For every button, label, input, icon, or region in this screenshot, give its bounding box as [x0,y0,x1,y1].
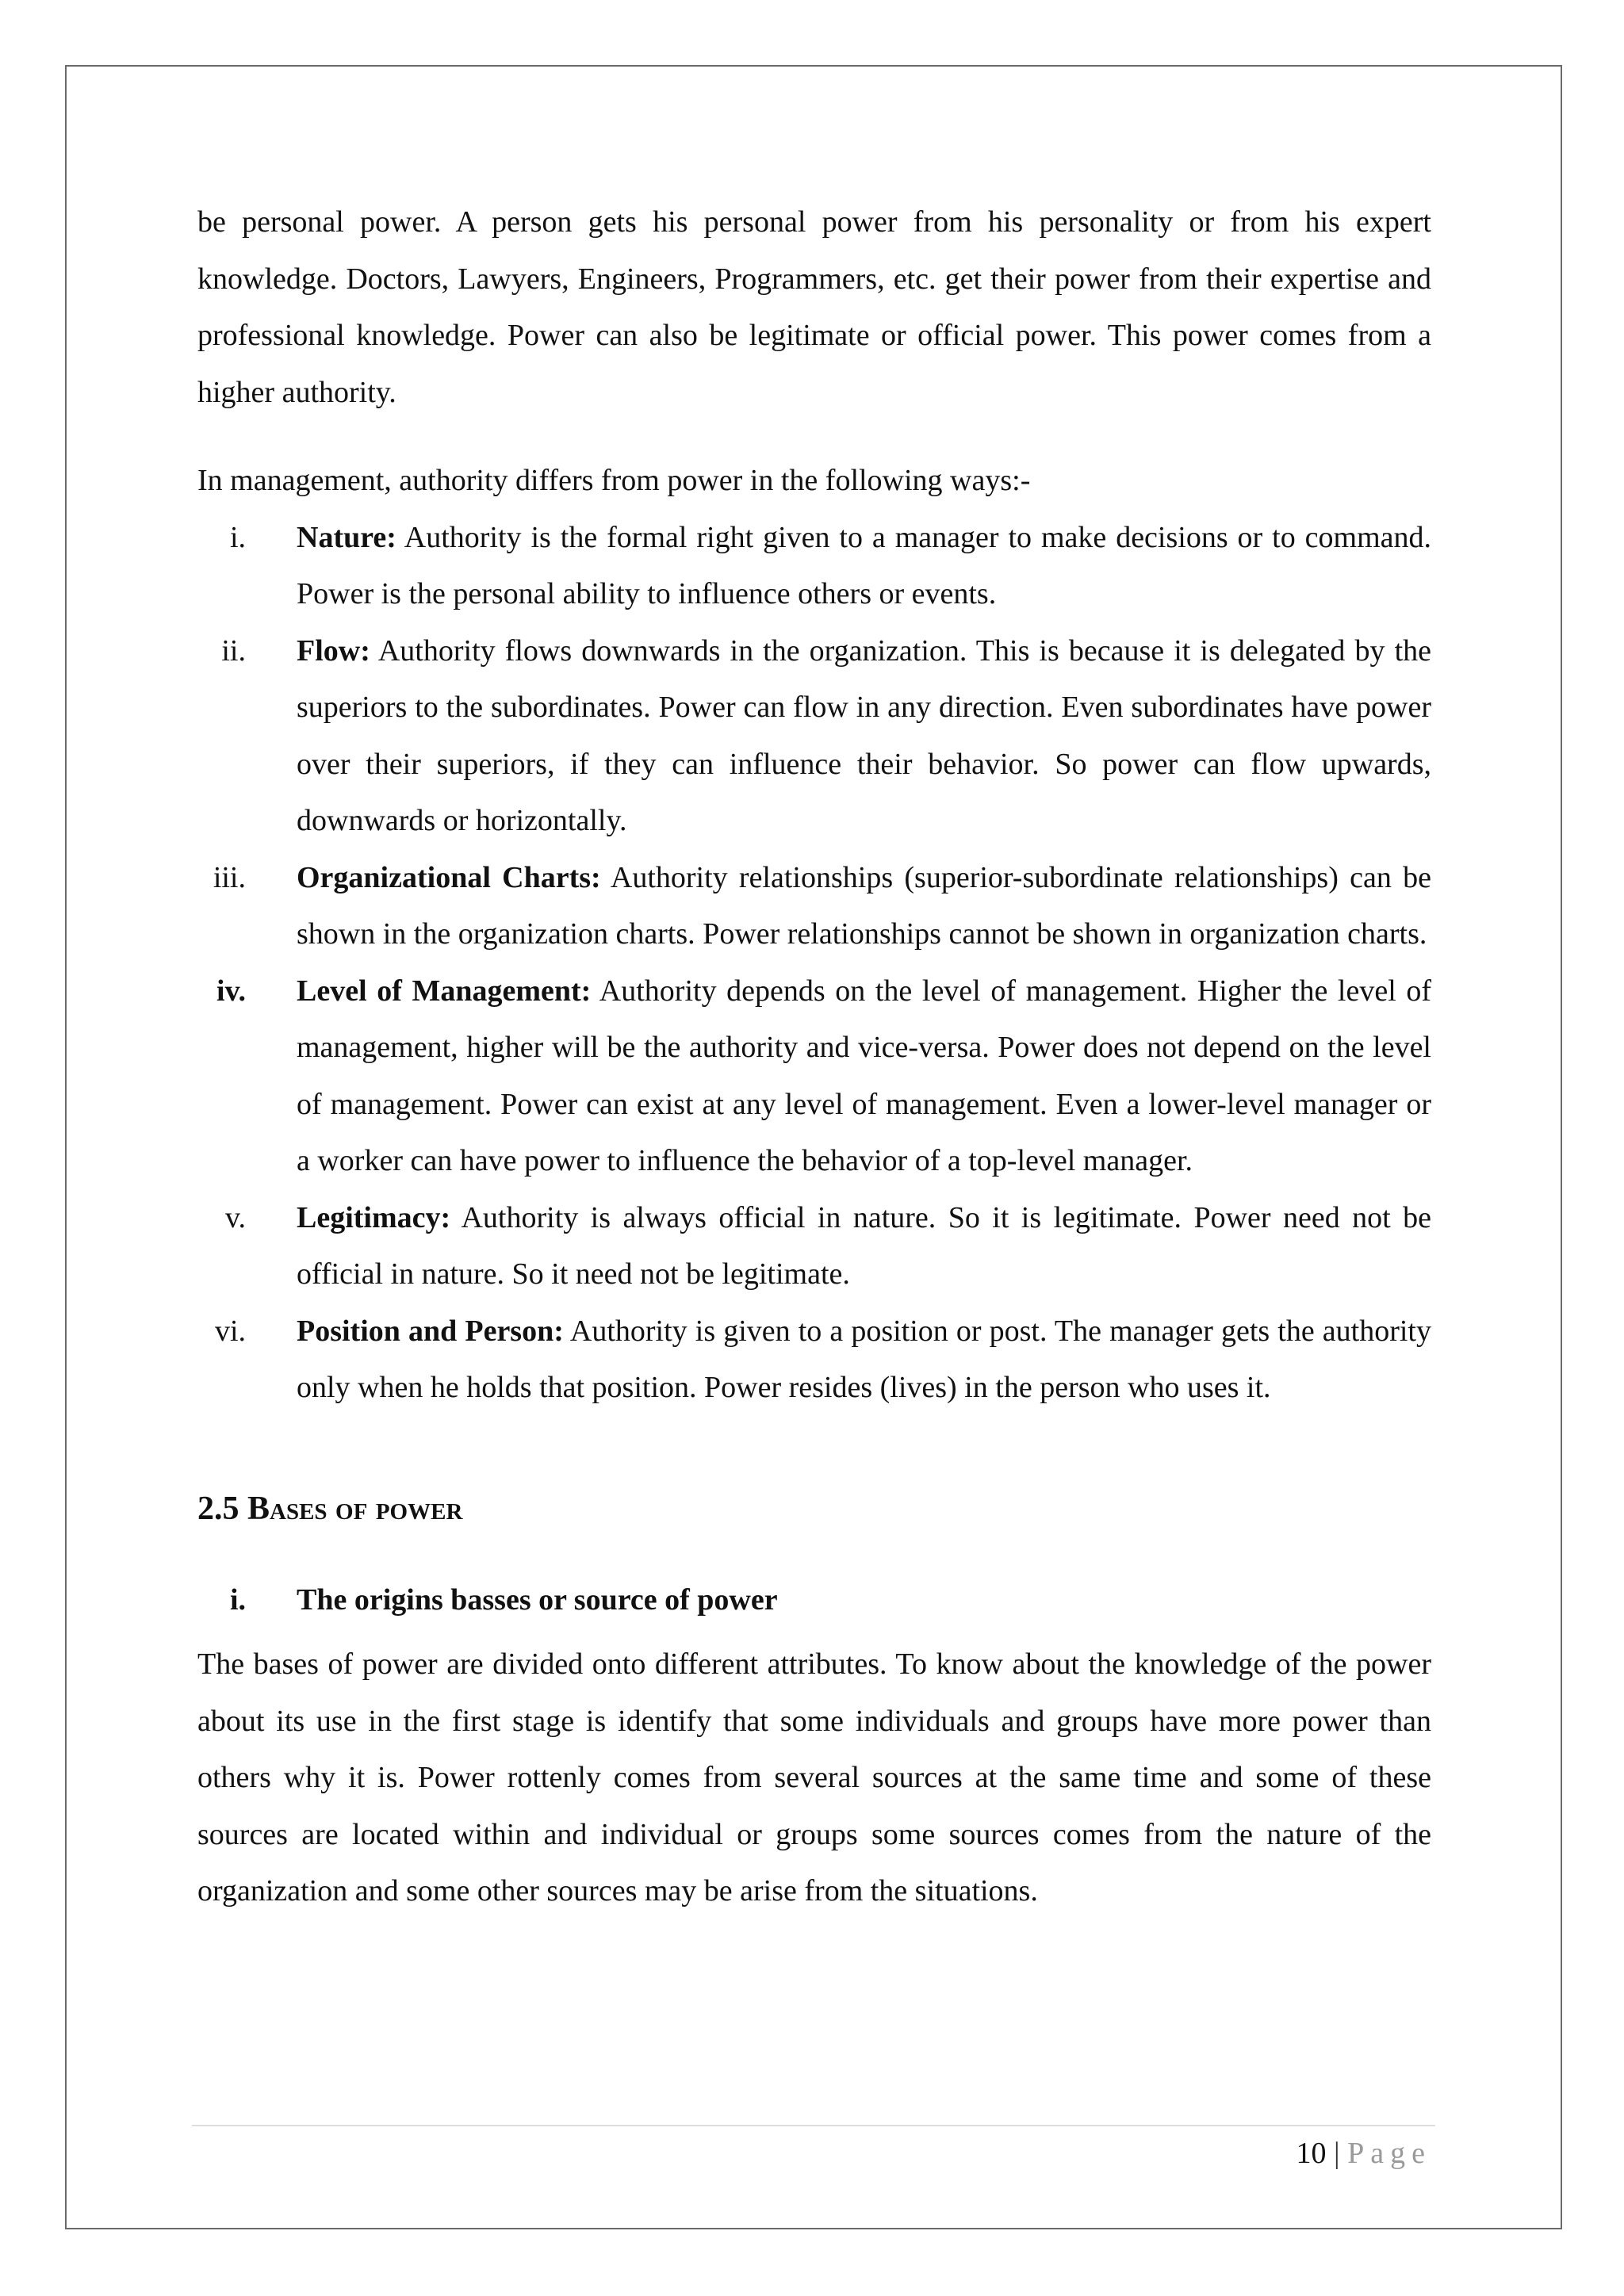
difference-item-flow [197,623,1431,850]
difference-term: Position and Person: [297,1314,564,1348]
difference-term: Level of Management: [297,974,592,1008]
subheading-text: The origins basses or source of power [297,1582,778,1617]
bases-paragraph: The bases of power are divided onto different attributes. To know about the knowledge of the power about its use in the first stage is identify that some individuals and groups have more power than others why it is. Power rottenly comes from several sources at the same time and some of these sources are located within and individual or groups some sources comes from the nature of the organization and some other sources may be arise from the situations. [197,1647,1431,1908]
page-content [197,194,1431,1920]
difference-text: Authority depends on the level of management. Higher the level of management, higher will be the authority and vice-versa. Power does not depend on the level of management. Power can exist at any level of management. Even a lower-level manager or a worker can have power to influence the behavior of a top-level manager. [297,974,1432,1177]
difference-text: Authority relationships (superior-subordinate relationships) can be shown in the organization charts. Power relationships cannot be shown in organization charts. [297,860,1431,951]
list-numeral: i. [229,520,246,554]
footer-separator: | [1334,2137,1340,2170]
subheading-numeral: i. [229,1582,246,1617]
difference-term: Organizational Charts: [297,860,601,894]
footer-divider [192,2125,1435,2126]
continuation-paragraph: be personal power. A person gets his personal power from his personality or from his expert knowledge. Doctors, Lawyers, Engineers, Programmers, etc. get their power from their expertise and professional knowledge. Power can also be legitimate or official power. This power comes from a higher authority. [197,205,1431,409]
list-numeral: iii. [213,860,246,894]
section-heading: 2.5 Bases of power [197,1490,463,1527]
page-number: 10 [1296,2137,1327,2170]
difference-text: Authority is given to a position or post. The manager gets the authority only when he holds that position. Power resides (lives) in the person who uses it. [297,1314,1431,1404]
difference-item-position-and-person [197,1303,1431,1417]
difference-text: Authority is the formal right given to a manager to make decisions or to command. Power is the personal ability to influence others or events. [297,520,1431,610]
differences-list [197,510,1431,1417]
difference-item-legitimacy [197,1190,1431,1303]
difference-term: Flow: [297,633,370,668]
difference-text: Authority flows downwards in the organization. This is because it is delegated by the superiors to the subordinates. Power can flow in any direction. Even subordinates have power over their superiors, if they can influence their behavior. So power can flow upwards, downwards or horizontally. [297,633,1431,837]
subheading [197,1572,1431,1629]
list-numeral: v. [224,1200,246,1234]
difference-term: Legitimacy: [297,1200,451,1234]
list-intro: In management, authority differs from power in the following ways:- [197,464,1031,497]
page-label: Page [1347,2137,1431,2170]
difference-item-organizational-charts [197,850,1431,963]
difference-item-nature [197,510,1431,623]
list-numeral: iv. [216,974,246,1008]
list-numeral: vi. [214,1314,246,1348]
difference-term: Nature: [297,520,396,554]
difference-item-level-of-management [197,963,1431,1190]
page-footer [1297,2131,1431,2175]
difference-text: Authority is always official in nature. So it is legitimate. Power need not be official in nature. So it need not be legitimate. [297,1200,1431,1291]
list-numeral: ii. [221,633,246,668]
